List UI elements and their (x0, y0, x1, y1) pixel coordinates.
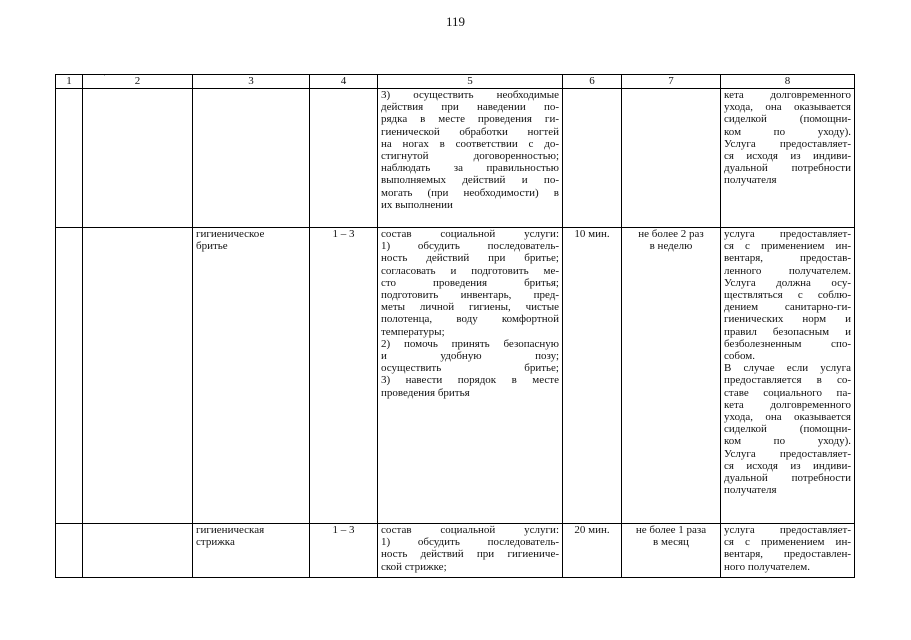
cell-text-line: ской стрижке; (381, 560, 447, 573)
cell-conditions (721, 228, 855, 524)
cell-text-line: и удобную позу; (381, 350, 559, 363)
cell-text-line: услуга предоставляет- (724, 524, 851, 536)
cell-text: 20 мин. (574, 524, 610, 536)
cell-service-name (193, 524, 310, 578)
cell-duration (563, 228, 622, 524)
col-header: 5 (378, 75, 563, 89)
cell-text-line: ся с применением ин- (724, 240, 851, 253)
cell-text-line: правил безопасным и (724, 325, 851, 338)
cell-frequency (622, 89, 721, 228)
cell-text-line: Услуга должна осу- (724, 276, 851, 289)
cell-text-line: ся исходя из индиви- (724, 459, 851, 472)
cell-text-line: согласовать и подготовить ме- (381, 264, 559, 277)
cell-text-line: ществляться с соблю- (724, 289, 851, 302)
cell-text-line: кета долговременного (724, 89, 851, 101)
cell-text-line: ного получателем. (724, 560, 811, 573)
cell-text-line: состав социальной услуги: (381, 228, 559, 240)
cell-text-line: сто проведения бритья; (381, 276, 559, 289)
cell-text-line: гиенической обработки ногтей (381, 125, 559, 138)
cell-description (378, 89, 563, 228)
cell-text-line: 1) обсудить последователь- (381, 240, 559, 253)
cell-text: 10 мин. (574, 228, 610, 240)
cell-term (310, 524, 378, 578)
cell-text-line: ставе социального па- (724, 386, 851, 399)
col-header: 3 (193, 75, 310, 89)
cell-text-line: ком по уходу). (724, 435, 851, 448)
cell-text-line: 2) помочь принять безопасную (381, 337, 559, 350)
cell-text-line: ленного получателем. (724, 264, 851, 277)
cell-text-line: наблюдать за правильностью (381, 162, 559, 175)
table-row (56, 89, 855, 228)
cell-text-line: 3) осуществить необходимые (381, 89, 559, 101)
cell-number (56, 89, 83, 228)
cell-text-line: гигиеническая (196, 524, 265, 536)
cell-text-line: получателя (724, 484, 777, 497)
cell-text-line: ся с применением ин- (724, 536, 851, 549)
cell-text-line: на ногах в соответствии с до- (381, 137, 559, 150)
cell-conditions (721, 89, 855, 228)
cell-text: 1 – 3 (332, 228, 355, 240)
cell-text-line: в неделю (649, 240, 693, 253)
cell-text-line: температуры; (381, 325, 445, 338)
cell-text-line: подготовить инвентарь, пред- (381, 289, 559, 302)
cell-text-line: не более 1 раза (635, 524, 707, 536)
cell-text-line: ся исходя из индиви- (724, 150, 851, 163)
cell-text-line: бритье (196, 240, 228, 253)
cell-text-line: сиделкой (помощни- (724, 113, 851, 126)
cell-service-name (193, 228, 310, 524)
scan-speck: · (103, 70, 106, 80)
cell-text-line: их выполнении (381, 198, 453, 211)
cell-text-line: состав социальной услуги: (381, 524, 559, 536)
cell-text-line: вентаря, предоставлен- (724, 548, 851, 561)
cell-frequency (622, 228, 721, 524)
cell-duration (563, 524, 622, 578)
col-header: 4 (310, 75, 378, 89)
cell-text-line: ность действий при гигиениче- (381, 548, 559, 561)
cell-text-line: ухода, она оказывается (724, 101, 851, 114)
cell-text-line: осуществить бритье; (381, 362, 559, 375)
col-header: 7 (622, 75, 721, 89)
cell-text-line: безболезненным спо- (724, 337, 851, 350)
cell-text-line: меты личной гигиены, чистые (381, 301, 559, 314)
table-row (56, 524, 855, 578)
cell-text-line: гигиеническое (196, 228, 265, 240)
col-header: 6 (563, 75, 622, 89)
cell-duration (563, 89, 622, 228)
cell-text-line: получателя (724, 174, 777, 187)
cell-text-line: в месяц (653, 536, 689, 549)
cell-text-line: ухода, она оказывается (724, 411, 851, 424)
table-row (56, 228, 855, 524)
cell-text-line: стрижка (196, 536, 235, 549)
cell-text-line: ность действий при бритье; (381, 252, 559, 265)
cell-text-line: Услуга предоставляет- (724, 137, 851, 150)
cell-term (310, 89, 378, 228)
cell-category (83, 228, 193, 524)
cell-description (378, 524, 563, 578)
cell-number (56, 524, 83, 578)
services-table (55, 74, 855, 578)
cell-description (378, 228, 563, 524)
cell-text-line: услуга предоставляет- (724, 228, 851, 240)
cell-text-line: действия при наведении по- (381, 101, 559, 114)
cell-text-line: вентаря, предостав- (724, 252, 851, 265)
cell-frequency (622, 524, 721, 578)
cell-number (56, 228, 83, 524)
cell-text-line: рядка в месте проведения ги- (381, 113, 559, 126)
cell-term (310, 228, 378, 524)
cell-text-line: В случае если услуга (724, 362, 851, 375)
cell-text-line: дуальной потребности (724, 162, 851, 175)
cell-conditions (721, 524, 855, 578)
cell-text-line: не более 2 раз (638, 228, 704, 240)
cell-text-line: гиенических норм и (724, 313, 851, 326)
cell-text-line: сиделкой (помощни- (724, 423, 851, 436)
cell-text-line: полотенца, воду комфортной (381, 313, 559, 326)
cell-text: 1 – 3 (332, 524, 355, 536)
cell-text-line: собом. (724, 350, 755, 363)
cell-text-line: проведения бритья (381, 386, 470, 399)
col-header: 2 (83, 75, 193, 89)
col-header: 1 (56, 75, 83, 89)
cell-category (83, 89, 193, 228)
page-number: 119 (445, 14, 466, 29)
cell-text-line: выполняемых действий и по- (381, 174, 559, 187)
cell-text-line: предоставляется в со- (724, 374, 851, 387)
cell-text-line: 1) обсудить последователь- (381, 536, 559, 549)
cell-text-line: дением санитарно-ги- (724, 301, 851, 314)
col-header: 8 (721, 75, 855, 89)
column-number-row (56, 75, 855, 89)
cell-text-line: 3) навести порядок в месте (381, 374, 559, 387)
cell-text-line: стигнутой договоренностью; (381, 150, 559, 163)
cell-text-line: Услуга предоставляет- (724, 447, 851, 460)
cell-text-line: могать (при необходимости) в (381, 186, 559, 199)
cell-service-name (193, 89, 310, 228)
cell-text-line: ком по уходу). (724, 125, 851, 138)
cell-category (83, 524, 193, 578)
cell-text-line: дуальной потребности (724, 472, 851, 485)
cell-text-line: кета долговременного (724, 398, 851, 411)
